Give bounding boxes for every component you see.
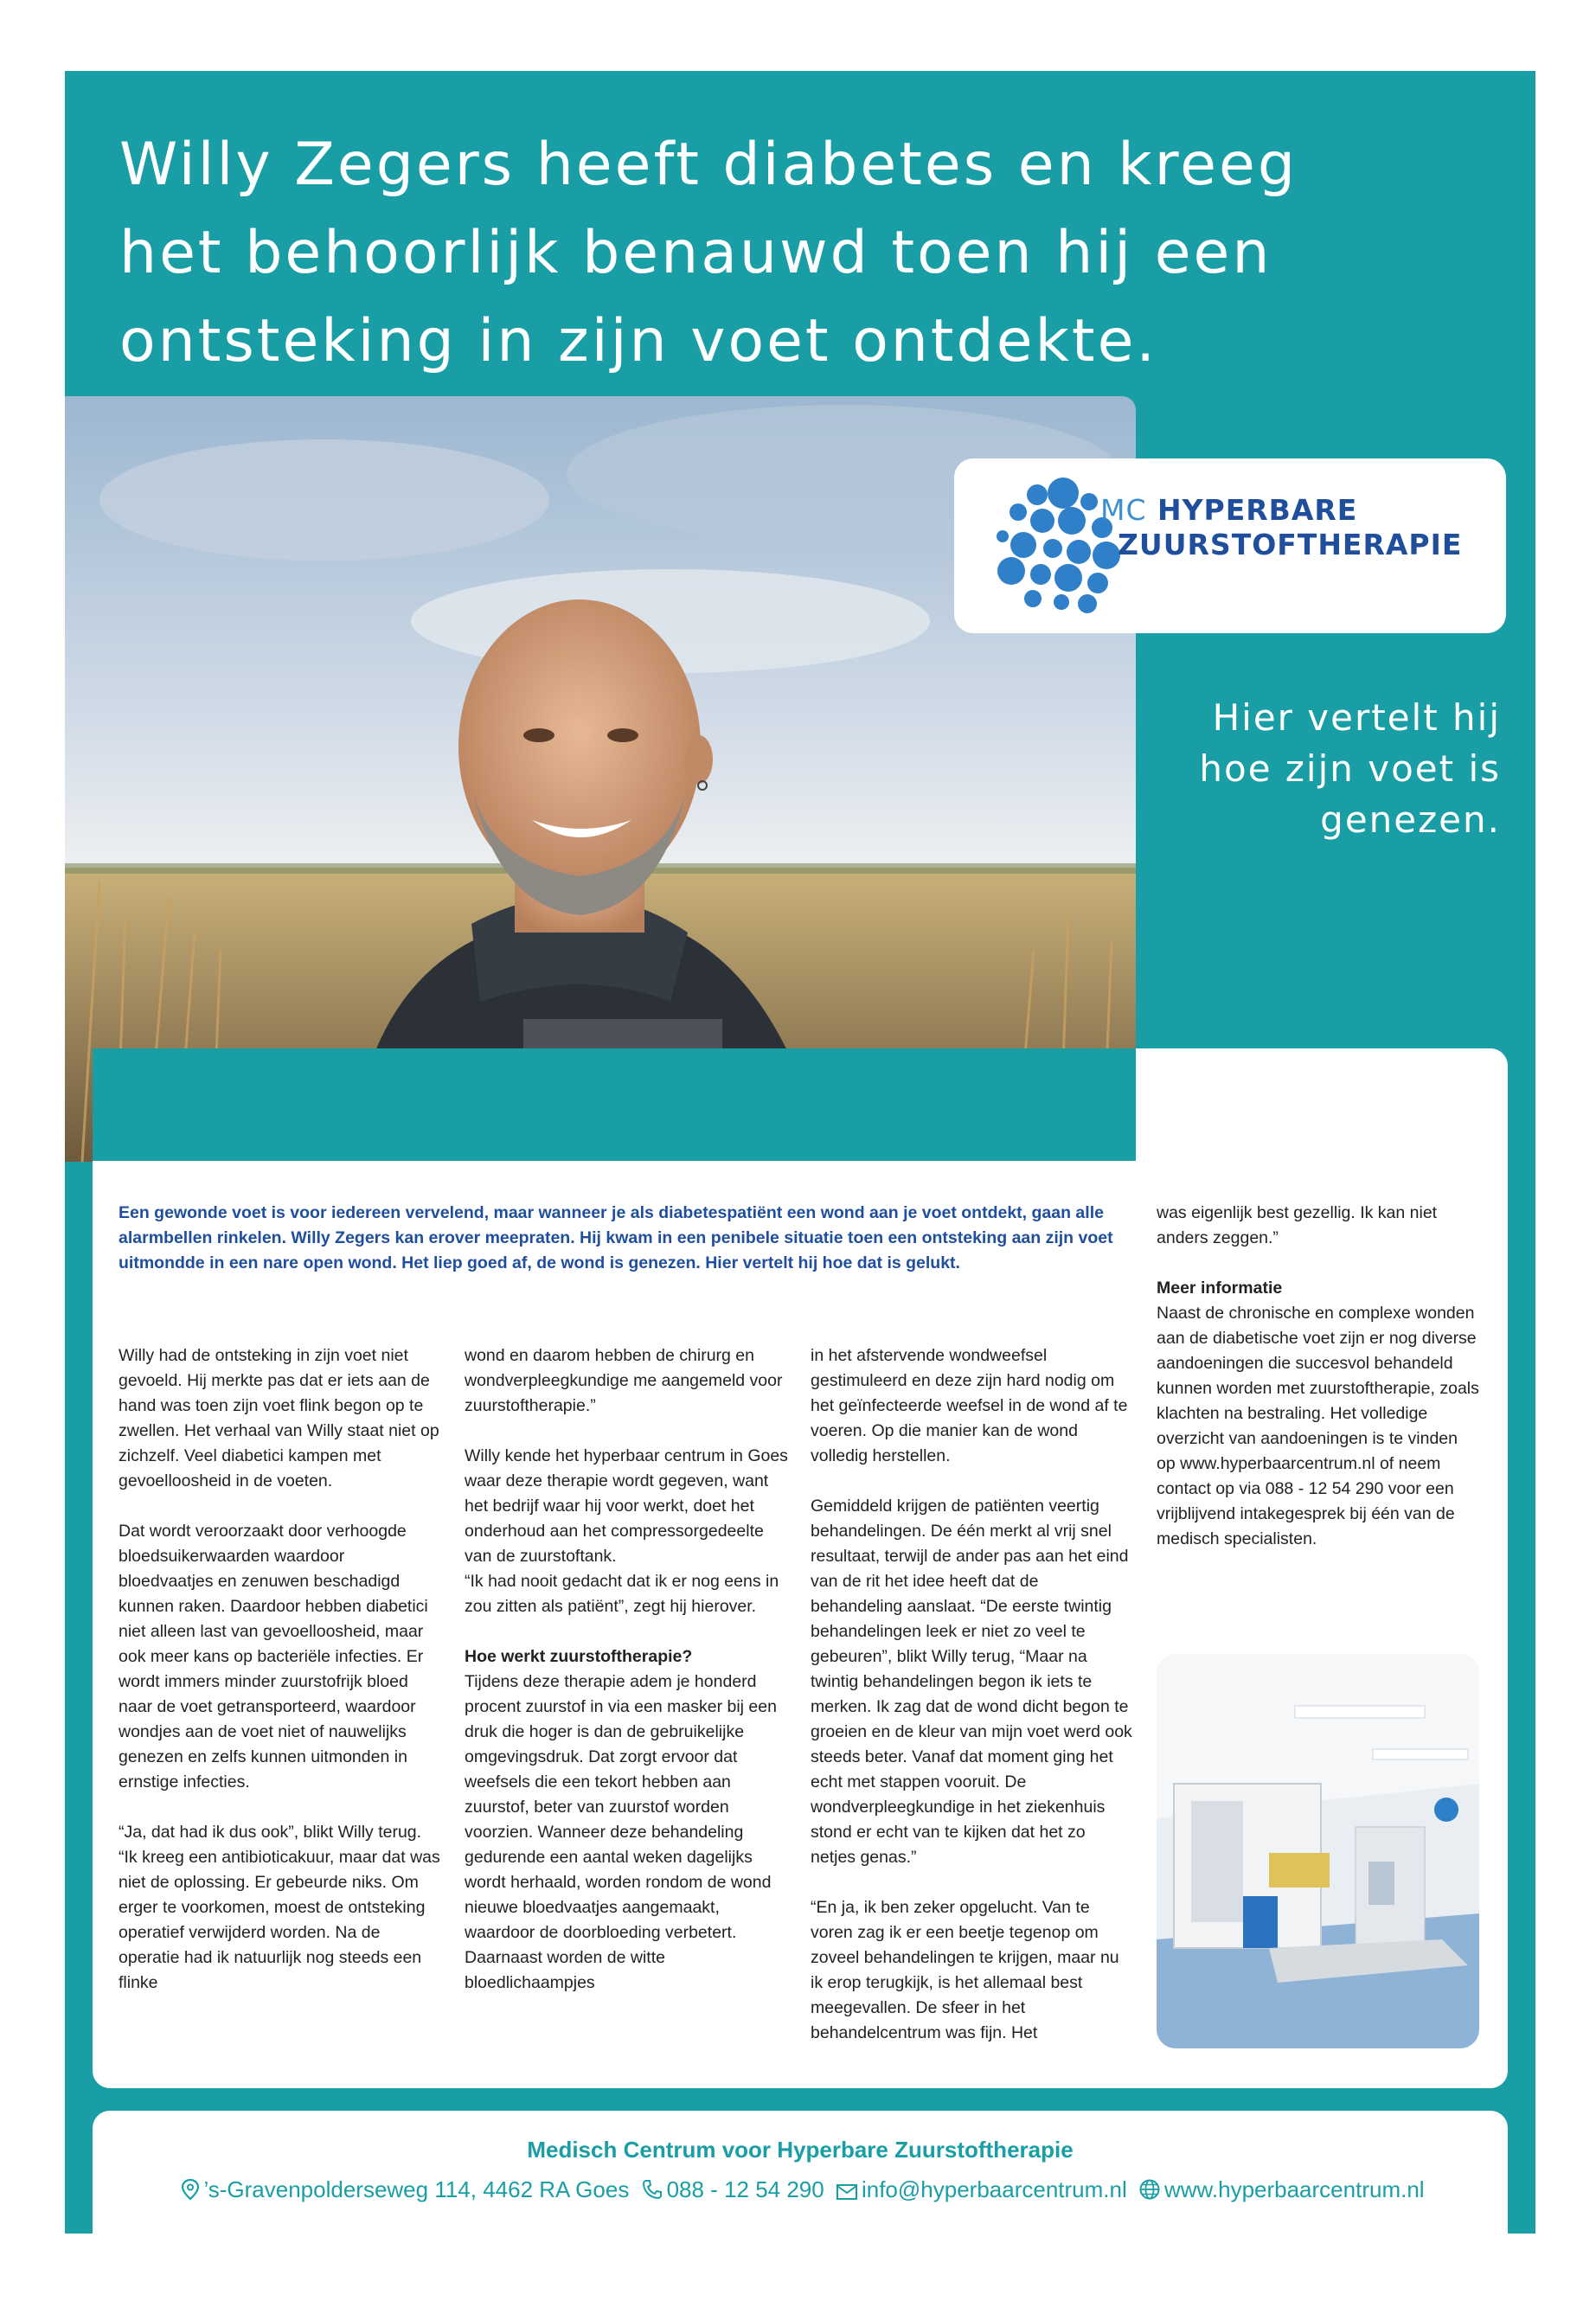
section-heading: Hoe werkt zuurstoftherapie? xyxy=(465,1647,693,1666)
globe-icon xyxy=(1138,2178,1161,2207)
intro-paragraph: Een gewonde voet is voor iedereen vervelend, maar wanneer je als diabetespatiënt een wond aan je voet ontdekt, gaan alle alarmbellen rinkelen. Willy Zegers kan erover meepraten. Hij kwam in een penibele situatie toen een ontsteking aan zijn voet uitmondde in een nare open wond. Het liep goed af, de wond is genezen. Hier vertelt hij hoe dat is gelukt. xyxy=(119,1203,1113,1272)
footer-title: Medisch Centrum voor Hyperbare Zuurstoftherapie xyxy=(527,2137,1074,2163)
logo-line1: HYPERBARE xyxy=(1157,493,1358,527)
paragraph: Willy had de ontsteking in zijn voet niet gevoeld. Hij merkte pas dat er iets aan de hand was toen zijn voet flink begon op te zwellen. Het verhaal van Willy staat niet op zichzelf. Veel diabetici kampen met gevoelloosheid in de voeten. xyxy=(119,1346,439,1490)
headline: Willy Zegers heeft diabetes en kreeg het behoorlijk benauwd toen hij een ontsteking in zijn voet ontdekte. xyxy=(119,131,1298,375)
paragraph: “Ja, dat had ik dus ook”, blikt Willy terug. “Ik kreeg een antibioticakuur, maar dat was niet de oplossing. Er gebeurde niks. Om erger te voorkomen, moest de ontsteking operatief verwijderd worden. Na de operatie had ik natuurlijk nog steeds een flinke xyxy=(119,1823,440,1992)
article-column-2 xyxy=(465,1343,789,2021)
location-pin-icon xyxy=(181,2178,200,2207)
logo-line2: ZUURSTOFTHERAPIE xyxy=(1118,528,1463,561)
article-column-4 xyxy=(1157,1201,1481,1577)
email-icon xyxy=(836,2180,858,2207)
phone-icon xyxy=(641,2178,663,2207)
paragraph: Willy kende het hyperbaar centrum in Goes waar deze therapie wordt gegeven, want het bedrijf waar hij voor werkt, doet het onderhoud aan het compressorgedeelte van de zuurstoftank. xyxy=(465,1446,788,1566)
paragraph: “En ja, ik ben zeker opgelucht. Van te voren zag ik er een beetje tegenop om zoveel behandelingen te krijgen, maar nu ik erop terugkijk, is het allemaal best meegevallen. De sfeer in het behandelcentrum was fijn. Het xyxy=(811,1898,1119,2042)
footer-phone-link[interactable]: 088 - 12 54 290 xyxy=(666,2176,824,2202)
article-column-3 xyxy=(811,1343,1135,2071)
section-heading: Meer informatie xyxy=(1157,1279,1283,1298)
footer-website-link[interactable]: www.hyperbaarcentrum.nl xyxy=(1163,2176,1425,2202)
paragraph: Gemiddeld krijgen de patiënten veertig behandelingen. De één merkt al vrij snel resultaat, terwijl de ander pas aan het eind van de rit het idee heeft dat de behandeling aanslaat. “De eerste twintig behandelingen leek er niet zo veel te gebeuren”, blikt Willy terug, “Maar na twintig behandelingen begon ik iets te merken. Ik zag dat de wond dicht begon te groeien en de kleur van mijn voet werd ook steeds beter. Vanaf dat moment ging het echt met stappen vooruit. De wondverpleegkundige in het ziekenhuis stond er echt van te kijken dat het zo netjes genas.” xyxy=(811,1497,1132,1867)
article-column-1 xyxy=(119,1343,443,2021)
paragraph: Naast de chronische en complexe wonden aan de diabetische voet zijn er nog diverse aandoeningen die succesvol behandeld kunnen worden met zuurstoftherapie, zoals klachten na bestraling. Het volledige overzicht van aandoeningen is te vinden op www.hyperbaarcentrum.nl of neem contact op via 088 - 12 54 290 voor een vrijblijvend intakegesprek bij één van de medisch specialisten. xyxy=(1157,1304,1479,1548)
footer-address: ’s-Gravenpolderseweg 114, 4462 RA Goes xyxy=(203,2176,630,2202)
article-card-cutout xyxy=(93,1048,1136,1161)
paragraph: was eigenlijk best gezellig. Ik kan niet anders zeggen.” xyxy=(1157,1203,1438,1247)
footer-contact xyxy=(93,2176,1508,2207)
paragraph: “Ik had nooit gedacht dat ik er nog eens in zou zitten als patiënt”, zegt hij hierover. xyxy=(465,1572,779,1616)
paragraph: Tijdens deze therapie adem je honderd procent zuurstof in via een masker bij een druk die hoger is dan de gebruikelijke omgevingsdruk. Dat zorgt ervoor dat weefsels die een tekort hebben aan zuurstof, beter van zuurstof worden voorzien. Wanneer deze behandeling gedurende een aantal weken dagelijks wordt herhaald, worden rondom de wond nieuwe bloedvaatjes aangemaakt, waardoor de doorbloeding verbetert. Daarnaast worden de witte bloedlichaampjes xyxy=(465,1672,777,1992)
paragraph: Dat wordt veroorzaakt door verhoogde bloedsuikerwaarden waardoor bloedvaatjes en zenuwen beschadigd kunnen raken. Daardoor hebben diabetici niet alleen last van gevoelloosheid, maar ook meer kans op bacteriële infecties. Er wordt immers minder zuurstofrijk bloed naar de voet getransporteerd, waardoor wondjes aan de voet niet of nauwelijks genezen en zelfs kunnen uitmonden in ernstige infecties. xyxy=(119,1522,428,1791)
footer-email-link[interactable]: info@hyperbaarcentrum.nl xyxy=(861,2176,1127,2202)
side-quote: Hier vertelt hij hoe zijn voet is genezen. xyxy=(1199,696,1501,841)
paragraph: wond en daarom hebben de chirurg en wondverpleegkundige me aangemeld voor zuurstoftherapie.” xyxy=(465,1346,783,1415)
paragraph: in het afstervende wondweefsel gestimuleerd en deze zijn hard nodig om het geïnfecteerde weefsel in de wond af te voeren. Op die manier kan de wond volledig herstellen. xyxy=(811,1346,1128,1465)
logo-prefix: MC xyxy=(1100,493,1147,527)
treatment-room-photo xyxy=(1157,1654,1479,2048)
logo-text xyxy=(1100,493,1462,562)
footer-bar xyxy=(93,2111,1508,2234)
